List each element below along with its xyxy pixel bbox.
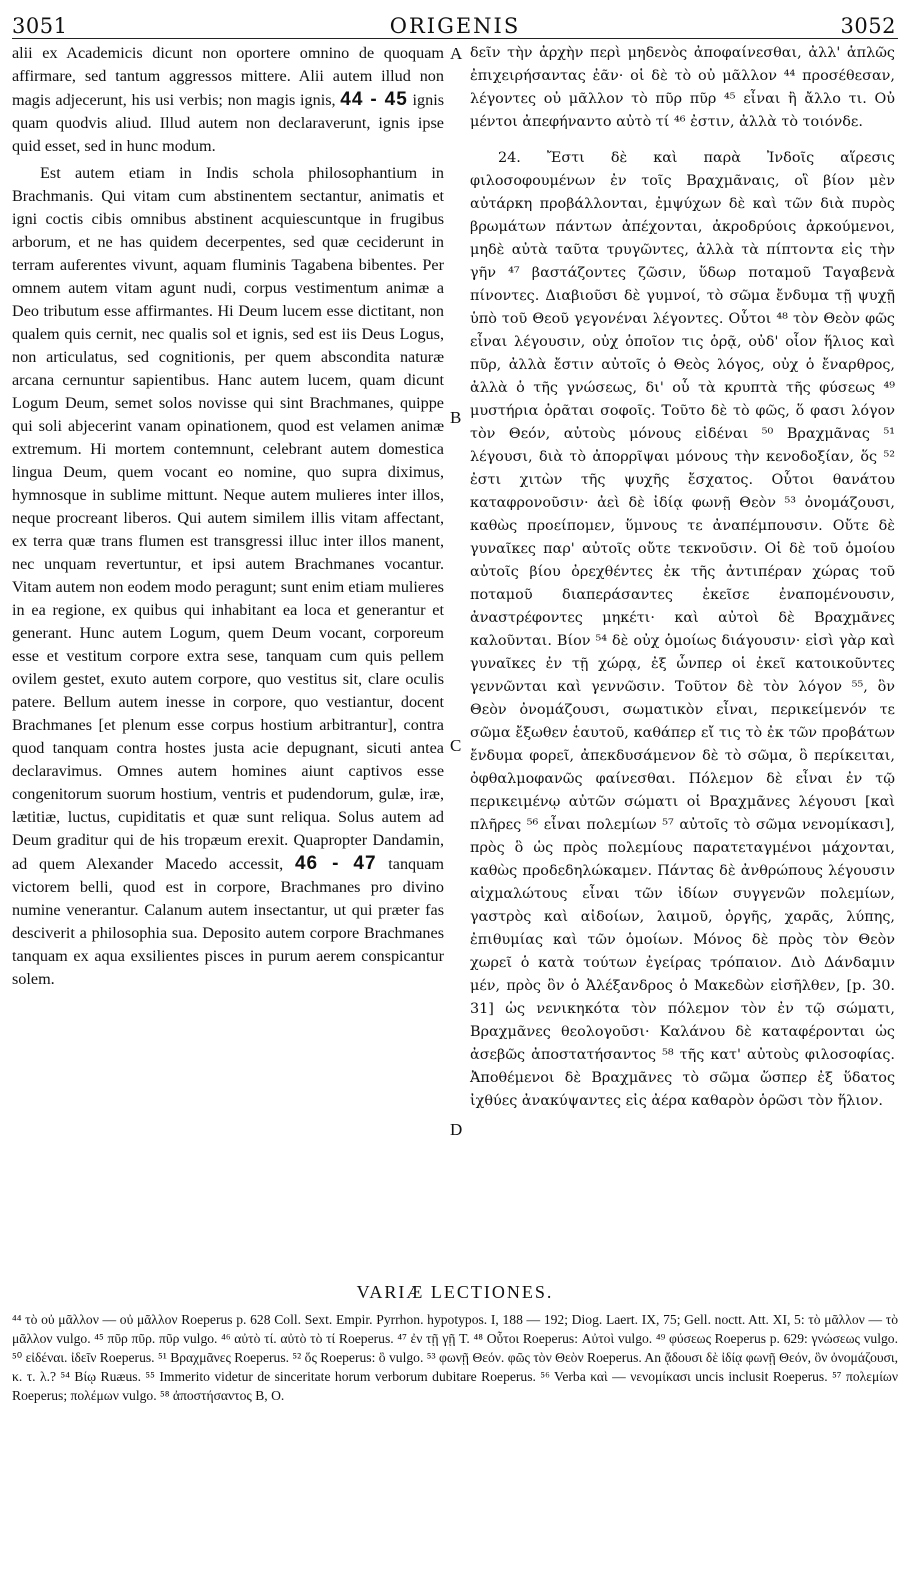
latin-paragraph-1 <box>12 42 444 158</box>
margin-marker-d: D <box>450 1120 463 1139</box>
latin-text: ignis quam quodvis aliud. Illud autem non declaraverunt, ignis ipse quid esset, sed in hunc modum. <box>12 91 445 155</box>
latin-column <box>12 42 444 991</box>
notes-text: ⁴⁴ τὸ οὐ μᾶλλον — οὐ μᾶλλον Roeperus p. 628 Coll. Sext. Empir. Pyrrhon. hypotypos. I, 188 — 192; Diog. Laert. IX, 75; Gell. noctt. Att. XI, 5: τὸ μᾶλλον — τὸ μᾶλλον vulgo. ⁴⁵ πῦρ πῦρ. πῦρ vulgo. ⁴⁶ αὐτὸ τί. αὐτὸ τὸ τί Roeperus. ⁴⁷ ἐν τῇ γῇ T. ⁴⁸ Οὗτοι Roeperus: Αὐτοὶ vulgo. ⁴⁹ φύσεως Roeperus p. 629: γνώσεως vulgo. ⁵⁰ εἰδέναι. ἰδεῖν Roeperus. ⁵¹ Βραχμᾶνες Roeperus. ⁵² ὅς Roeperus: ὃ vulgo. ⁵³ φωνῇ Θεόν. φῶς τὸν Θεὸν Roeperus. An ᾄδουσι δὲ ἰδίᾳ φωνῇ Θεόν, ὃν ὀνομάζουσι, κ. τ. λ.? ⁵⁴ Βίῳ Ruæus. ⁵⁵ Immerito videtur de sinceritate horum verborum dubitare Roeperus. ⁵⁶ Verba καὶ — νενομίκασι uncis inclusit Roeperus. ⁵⁷ πολεμίων Roeperus; πολέμων vulgo. ⁵⁸ ἀποστήσαντος B, O. <box>12 1312 898 1403</box>
variae-lectiones-notes <box>12 1310 898 1405</box>
latin-text: tanquam victorem belli, quod est in corpore, Brachmanes pro divino numine venerantur. Calanum autem insectantur, ut qui præter fas desciverit a philosophia sua. Deposito autem corpore Brachmanes tanquam ex aqua exsilientes pisces in purum aerem conspicantur solem. <box>12 855 445 988</box>
greek-column <box>470 42 895 1113</box>
latin-text: Est autem etiam in Indis schola philosophantium in Brachmanis. Qui vitam cum abstinentem sectantur, animatis et igni coctis cibis omnibus abstinent acquiescuntque in frugibus arborum, et ne has quidem decerpentes, sed quæ ceciderunt in terram auferentes vivunt, aquam fluminis Tagabena bibentes. Per omnem autem vitam agunt nudi, corpus vestimentum animæ a Deo tributum esse affirmantes. Hi Deum lucem esse dictitant, non qualem quis cernit, nec qualis sol et ignis, sed est iis Deus Logus, non articulatus, sed cognitionis, per quem abscondita naturæ arcana cernuntur sapientibus. Hanc autem lucem, quam dicunt Logum Deum, semet solos novisse qui sint Brachmanes, quippe qui soli abjecerint vanam opinationem, quod est velamen animæ extremum. Hi mortem contemnunt, celebrant autem domestica lingua Deum, quem vocant eo nomine, quo supra diximus, hymnosque in sublime mittunt. Neque autem mulieres inter illos, neque procreant liberos. Qui autem similem illis vitam affectant, ex terra quæ trans flumen est transgressi illuc inter illos manent, nec unquam revertuntur, et ipsi autem Brachmanes vocantur. Vitam autem non eodem modo peragunt; sunt enim etiam mulieres in ea regione, ex quibus qui inhabitant ea loca et generantur et generant. Hunc autem Logum, quem Deum vocant, corporeum esse et vestitum corpore extra sese, tanquam cum quis pellem ovilem gestet, exuto autem corpore, quo vestitus sit, clare oculis patere. Bellum autem inesse in corpore, quo vestiantur, docent Brachmanes [et plenum esse corpus hostium arbitrantur], contra quod tanquam contra hostes justa acie depugnant, sicuti antea declaravimus. Omnes autem homines aiunt captivos esse congenitorum suorum hostium, ventris et pudendorum, gulæ, iræ, lætitiæ, luctus, cupiditatis et quæ sunt reliqua. Solus autem ad Deum graditur qui de his tropæum erexit. Quapropter Dandamin, ad quem Alexander Macedo accessit, <box>12 164 444 873</box>
variae-lectiones-title: VARIÆ LECTIONES. <box>356 1282 554 1302</box>
margin-marker-c: C <box>450 736 462 755</box>
margin-marker-b: B <box>450 408 462 427</box>
latin-text: alii ex Academicis dicunt non oportere omnino de quoquam affirmare, sed tantum aggressos mittere. Alii autem illud non magis adjecerunt, his usi verbis; non magis ignis, <box>12 44 444 109</box>
page-number-right: 3052 <box>840 14 896 38</box>
greek-paragraph-2: 24. Ἔστι δὲ καὶ παρὰ Ἰνδοῖς αἵρεσις φιλοσοφουμένων ἐν τοῖς Βραχμᾶναις, οἳ βίον μὲν αὐτάρκη προβάλλονται, ἐμψύχων δὲ καὶ τῶν διὰ πυρὸς βρωμάτων πάντων ἀπέχονται, ἀκροδρύοις ἀρκούμενοι, μηδὲ αὐτὰ ταῦτα τρυγῶντες, ἀλλὰ τὰ πίπτοντα εἰς τὴν γῆν ⁴⁷ βαστάζοντες ζῶσιν, ὕδωρ ποταμοῦ Ταγαβενὰ πίνοντες. Διαβιοῦσι δὲ γυμνοί, τὸ σῶμα ἔνδυμα τῇ ψυχῇ ὑπὸ τοῦ Θεοῦ γεγονέναι λέγοντες. Οὗτοι ⁴⁸ τὸν Θεὸν φῶς εἶναι λέγουσιν, οὐχ ὁποῖον τις ὁρᾷ, οὐδ' οἷον ἥλιος καὶ πῦρ, ἀλλὰ ἔστιν αὐτοῖς ὁ Θεὸς λόγος, οὐχ ὁ ἔναρθρος, ἀλλὰ ὁ τῆς γνώσεως, δι' οὗ τὰ κρυπτὰ τῆς φύσεως ⁴⁹ μυστήρια ὁρᾶται σοφοῖς. Τοῦτο δὲ τὸ φῶς, ὅ φασι λόγον τὸν Θεόν, αὐτοὺς μόνους εἰδέναι ⁵⁰ Βραχμᾶνας ⁵¹ λέγουσι, διὰ τὸ ἀπορρῖψαι μόνους τὴν κενοδοξίαν, ὅς ⁵² ἐστι χιτὼν τῆς ψυχῆς ἔσχατος. Οὗτοι θανάτου καταφρονοῦσιν· ἀεὶ δὲ ἰδίᾳ φωνῇ Θεὸν ⁵³ ὀνομάζουσι, καθὼς προείπομεν, ὕμνους τε ἀναπέμπουσιν. Οὔτε δὲ γυναῖκες παρ' αὐτοῖς οὔτε τεκνοῦσιν. Οἱ δὲ τοῦ ὁμοίου αὐτοῖς βίου ὀρεχθέντες ἐκ τῆς ἀντιπέραν χώρας τοῦ ποταμοῦ διαπεράσαντες ἐκεῖσε ἐναπομένουσιν, ἀναστρέφοντες μηκέτι· καὶ αὐτοὶ δὲ Βραχμᾶνες καλοῦνται. Βίον ⁵⁴ δὲ οὐχ ὁμοίως διάγουσιν· εἰσὶ γὰρ καὶ γυναῖκες ἐν τῇ χώρᾳ, ἐξ ὧνπερ οἱ ἐκεῖ κατοικοῦντες γεννῶνται καὶ γεννῶσιν. Τοῦτον δὲ τὸν λόγον ⁵⁵, ὃν Θεὸν ὀνομάζουσι, σωματικὸν εἶναι, περικείμενόν τε σῶμα ἔξωθεν ἑαυτοῦ, καθάπερ εἴ τις τὸ ἐκ τῶν προβάτων ἔνδυμα φορεῖ, ἀπεκδυσάμενον δὲ τὸ σῶμα, ὃ περίκειται, ὀφθαλμοφανῶς φαίνεσθαι. Πόλεμον δὲ εἶναι ἐν τῷ περικειμένῳ αὐτῶν σώματι οἱ Βραχμᾶνες λέγουσι [καὶ πλῆρες ⁵⁶ εἶναι πολεμίων ⁵⁷ αὐτοῖς τὸ σῶμα νενομίκασι], πρὸς ὃ ὡς πρὸς πολεμίους παρατεταγμένοι μάχονται, καθὼς προδεδηλώκαμεν. Πάντας δὲ ἀνθρώπους λέγουσιν αἰχμαλώτους εἶναι τῶν ἰδίων συγγενῶν πολεμίων, γαστρὸς καὶ αἰδοίων, λαιμοῦ, ὀργῆς, χαρᾶς, λύπης, ἐπιθυμίας καὶ τῶν ὁμοίων. Μόνος δὲ πρὸς τὸν Θεὸν χωρεῖ ὁ κατὰ τούτων ἐγείρας τρόπαιον. Διὸ Δάνδαμιν μέν, πρὸς ὃν ὁ Ἀλέξανδρος ὁ Μακεδὼν εἰσῆλθεν, [p. 30. 31] ὡς νενικηκότα τὸν πόλεμον τὸν ἐν τῷ σώματι, Βραχμᾶνες θεολογοῦσι· Καλάνου δὲ καταφέρονται ὡς ἀσεβῶς ἀποστατήσαντος ⁵⁸ τῆς κατ' αὐτοὺς φιλοσοφίας. Ἀποθέμενοι δὲ Βραχμᾶνες τὸ σῶμα ὥσπερ ἐξ ὕδατος ἰχθύες ἀνακύψαντες εἰς ἀέρα καθαρὸν ὁρῶσι τὸν ἥλιον. <box>470 150 895 1109</box>
running-title: ORIGENIS <box>389 14 521 38</box>
column-number-46-47: 46 - 47 <box>294 853 377 874</box>
header-rule <box>12 38 898 39</box>
page-number-left: 3051 <box>12 14 68 38</box>
greek-paragraph-1: δεῖν τὴν ἀρχὴν περὶ μηδενὸς ἀποφαίνεσθαι, ἀλλ' ἁπλῶς ἐπιχειρήσαντας ἐᾶν· οἱ δὲ τὸ οὐ μᾶλλον ⁴⁴ προσέθεσαν, λέγοντες οὐ μᾶλλον τὸ πῦρ πῦρ ⁴⁵ εἶναι ἢ ἄλλο τι. Οὐ μέντοι ἀπεφήναντο αὐτὸ τί ⁴⁶ ἐστιν, ἀλλὰ τὸ τοιόνδε. <box>470 45 895 130</box>
margin-marker-a: A <box>450 44 463 63</box>
column-number-44-45: 44 - 45 <box>340 89 408 110</box>
latin-paragraph-2 <box>12 162 444 991</box>
